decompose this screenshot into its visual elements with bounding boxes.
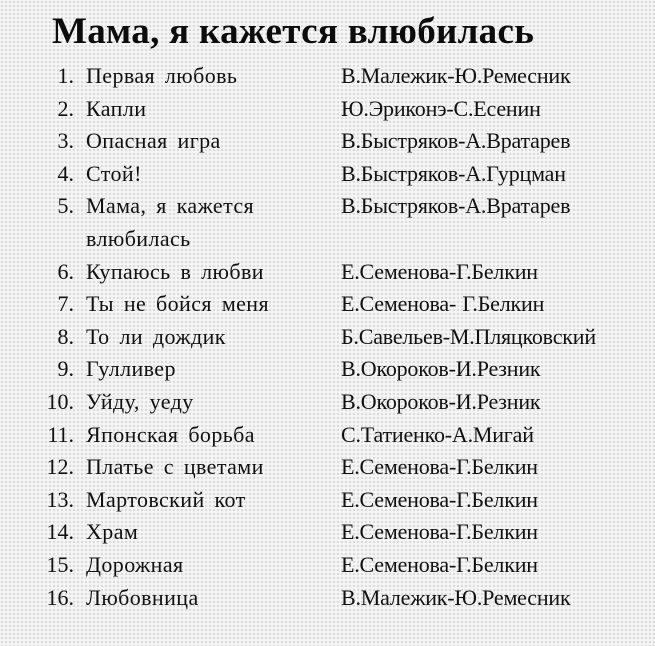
track-number: 13. [46,486,74,512]
track-number: 6. [57,258,74,284]
track-authors: Е.Семенова-Г.Белкин [341,519,538,545]
track-number: 12. [46,454,74,480]
track-number: 16. [46,584,74,610]
track-row [0,353,655,386]
track-row [0,549,655,582]
track-number: 1. [57,63,74,88]
track-list [0,60,655,614]
track-row [0,158,655,191]
track-row [0,516,655,549]
track-authors: Е.Семенова-Г.Белкин [341,454,538,480]
track-number: 14. [46,519,74,545]
track-row [0,582,655,615]
track-title: Капли [86,95,147,121]
track-number: 4. [57,160,74,186]
track-row [0,60,655,93]
track-authors: Е.Семенова- Г.Белкин [341,291,545,317]
track-title: Дорожная [86,551,184,577]
track-title: Ты не бойся меня [86,291,269,317]
track-title: Первая любовь [86,63,238,88]
track-title: То ли дождик [86,323,226,349]
track-authors: В.Быстряков-А.Вратарев [341,193,571,219]
track-row [0,484,655,517]
track-title: Стой! [86,160,142,186]
track-row [0,93,655,126]
track-number: 10. [46,388,74,414]
track-row [0,256,655,289]
track-row [0,125,655,158]
track-authors: В.Окороков-И.Резник [341,388,541,414]
track-title: Уйду, уеду [86,388,194,414]
track-number: 5. [57,193,74,219]
track-authors: Е.Семенова-Г.Белкин [341,486,538,512]
track-number: 3. [57,128,74,154]
track-title: Платье с цветами [86,454,264,480]
track-authors: Е.Семенова-Г.Белкин [341,258,538,284]
track-row [0,288,655,321]
track-authors: С.Татиенко-А.Мигай [341,421,534,447]
track-title: Японская борьба [86,421,255,447]
page-title: Мама, я кажется влюбилась [52,11,535,52]
track-authors: В.Быстряков-А.Гурцман [341,160,566,186]
track-authors: В.Малежик-Ю.Ремесник [341,584,571,610]
track-row [0,451,655,484]
track-authors: Е.Семенова-Г.Белкин [341,551,538,577]
track-row [0,419,655,452]
track-title: Любовница [86,584,199,610]
track-authors: В.Малежик-Ю.Ремесник [341,63,571,88]
track-title: Купаюсь в любви [86,258,264,284]
track-title: Мама, я кажется влюбилась [86,193,255,251]
track-title: Мартовский кот [86,486,246,512]
track-number: 9. [57,356,74,382]
track-row [0,190,655,255]
track-title: Опасная игра [86,128,221,154]
track-number: 15. [46,551,74,577]
track-title: Храм [86,519,139,545]
track-authors: В.Быстряков-А.Вратарев [341,128,571,154]
track-number: 11. [47,421,74,447]
track-number: 2. [57,95,74,121]
track-row [0,386,655,419]
track-authors: В.Окороков-И.Резник [341,356,541,382]
track-title: Гулливер [86,356,176,382]
track-number: 7. [57,291,74,317]
track-number: 8. [57,323,74,349]
track-row [0,321,655,354]
track-authors: Б.Савельев-М.Пляцковский [341,323,596,349]
track-authors: Ю.Эриконэ-С.Есенин [341,95,541,121]
